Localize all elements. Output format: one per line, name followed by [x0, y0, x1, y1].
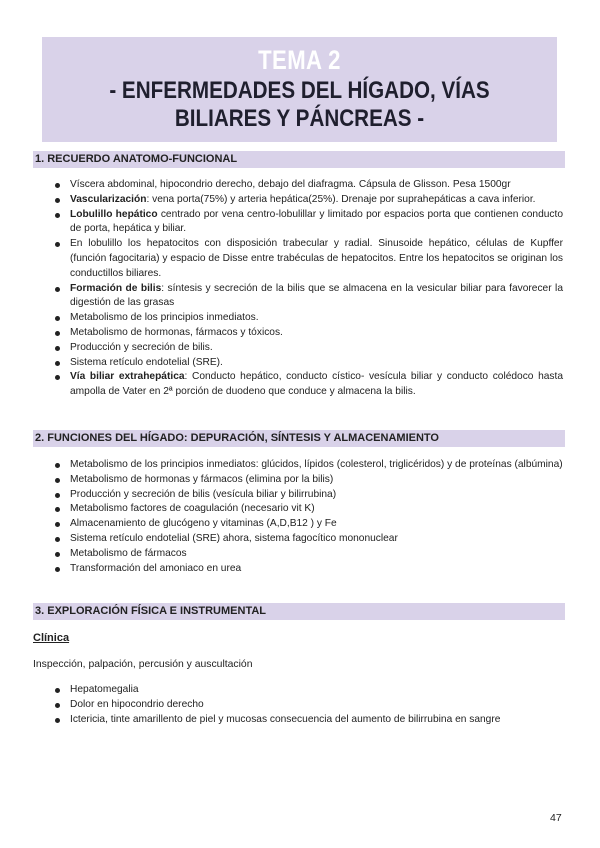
bullet-icon	[55, 183, 60, 188]
list-item	[70, 502, 563, 517]
bullet-icon	[55, 463, 60, 468]
item-text: Metabolismo de los principios inmediatos.	[70, 312, 259, 324]
item-text: Metabolismo de los principios inmediatos: glúcidos, lípidos (colesterol, triglicéridos) y de proteínas (albúmina)	[70, 459, 563, 470]
list-item	[70, 341, 563, 356]
list-item	[70, 311, 563, 326]
section-list	[70, 683, 563, 727]
item-text: Dolor en hipocondrio derecho	[70, 698, 204, 710]
bullet-icon	[55, 346, 60, 351]
item-text: Víscera abdominal, hipocondrio derecho, debajo del diafragma. Cápsula de Glisson. Pesa 1500gr	[70, 179, 511, 190]
item-text: Producción y secreción de bilis.	[70, 341, 213, 353]
page-subtitle: - ENFERMEDADES DEL HÍGADO, VÍAS BILIARES Y PÁNCREAS -	[109, 77, 490, 132]
list-item	[70, 458, 563, 473]
list-item	[70, 473, 563, 488]
item-text: Almacenamiento de glucógeno y vitaminas (A,D,B12 ) y Fe	[70, 518, 337, 530]
item-term: Vascularización	[70, 193, 147, 205]
item-text: centrado por vena centro-lobulillar y limitado por espacios porta que contienen conducto de porta, hepática y biliar.	[70, 208, 563, 235]
list-item	[70, 282, 563, 312]
list-item	[70, 698, 563, 713]
bullet-icon	[55, 718, 60, 723]
bullet-icon	[55, 507, 60, 512]
bullet-icon	[55, 703, 60, 708]
item-text: Sistema retículo endotelial (SRE).	[70, 356, 223, 368]
item-text: : vena porta(75%) y arteria hepática(25%). Drenaje por suprahepáticas a cava inferior.	[146, 193, 536, 205]
item-text: En lobulillo los hepatocitos con disposición trabecular y radial. Sinusoide hepático, células de Kupffer (función fagocitaria) y espacio de Disse entre trabéculas de hepatocitos. Entre los hepatocitos se originan los conductillos biliares.	[70, 238, 563, 279]
bullet-icon	[55, 242, 60, 247]
bullet-icon	[55, 316, 60, 321]
bullet-icon	[55, 198, 60, 203]
item-text: Ictericia, tinte amarillento de piel y mucosas consecuencia del aumento de bilirrubina en sangre	[70, 713, 501, 725]
list-item	[70, 488, 563, 503]
section-list	[70, 178, 563, 400]
page-number: 47	[550, 812, 562, 824]
list-item	[70, 370, 563, 400]
item-text: : Conducto hepático, conducto cístico- vesícula biliar y conducto colédoco hasta ampolla de Vater en 2ª porción de duodeno que conduce y almacena la bilis.	[70, 371, 563, 398]
item-text: Metabolismo factores de coagulación (necesario vit K)	[70, 503, 315, 515]
item-text: Metabolismo de fármacos	[70, 547, 187, 559]
bullet-icon	[55, 375, 60, 380]
bullet-icon	[55, 361, 60, 366]
bullet-icon	[55, 552, 60, 557]
list-item	[70, 713, 563, 728]
item-text: Metabolismo de hormonas y fármacos (elimina por la bilis)	[70, 473, 334, 485]
item-text: Hepatomegalia	[70, 684, 139, 695]
section-heading: 1. RECUERDO ANATOMO-FUNCIONAL	[33, 151, 565, 168]
item-term: Lobulillo hepático	[70, 208, 158, 220]
bullet-icon	[55, 478, 60, 483]
section-heading: 3. EXPLORACIÓN FÍSICA E INSTRUMENTAL	[33, 603, 565, 620]
bullet-icon	[55, 688, 60, 693]
item-text: : síntesis y secreción de la bilis que se almacena en la vesicular biliar para favorecer la digestión de las grasas	[70, 282, 563, 309]
list-item	[70, 326, 563, 341]
bullet-icon	[55, 537, 60, 542]
section-heading: 2. FUNCIONES DEL HÍGADO: DEPURACIÓN, SÍNTESIS Y ALMACENAMIENTO	[33, 430, 565, 447]
item-text: Sistema retículo endotelial (SRE) ahora, sistema fagocítico mononuclear	[70, 532, 398, 544]
list-item	[70, 237, 563, 281]
bullet-icon	[55, 213, 60, 218]
list-item	[70, 683, 563, 698]
bullet-icon	[55, 493, 60, 498]
item-text: Transformación del amoniaco en urea	[70, 562, 242, 574]
list-item	[70, 562, 563, 577]
bullet-icon	[55, 522, 60, 527]
list-item	[70, 517, 563, 532]
intro-text: Inspección, palpación, percusión y auscultación	[33, 659, 253, 670]
page-title: TEMA 2	[258, 45, 341, 75]
list-item	[70, 532, 563, 547]
title-banner	[42, 37, 557, 142]
bullet-icon	[55, 567, 60, 572]
section-list	[70, 458, 563, 576]
list-item	[70, 178, 563, 193]
item-term: Formación de bilis	[70, 282, 162, 294]
list-item	[70, 193, 563, 208]
item-term: Vía biliar extrahepática	[70, 371, 185, 383]
bullet-icon	[55, 287, 60, 292]
item-text: Producción y secreción de bilis (vesícula biliar y bilirrubina)	[70, 488, 337, 500]
bullet-icon	[55, 331, 60, 336]
subheading: Clínica	[33, 632, 70, 644]
list-item	[70, 356, 563, 371]
item-text: Metabolismo de hormonas, fármacos y tóxicos.	[70, 326, 283, 338]
list-item	[70, 547, 563, 562]
list-item	[70, 208, 563, 238]
